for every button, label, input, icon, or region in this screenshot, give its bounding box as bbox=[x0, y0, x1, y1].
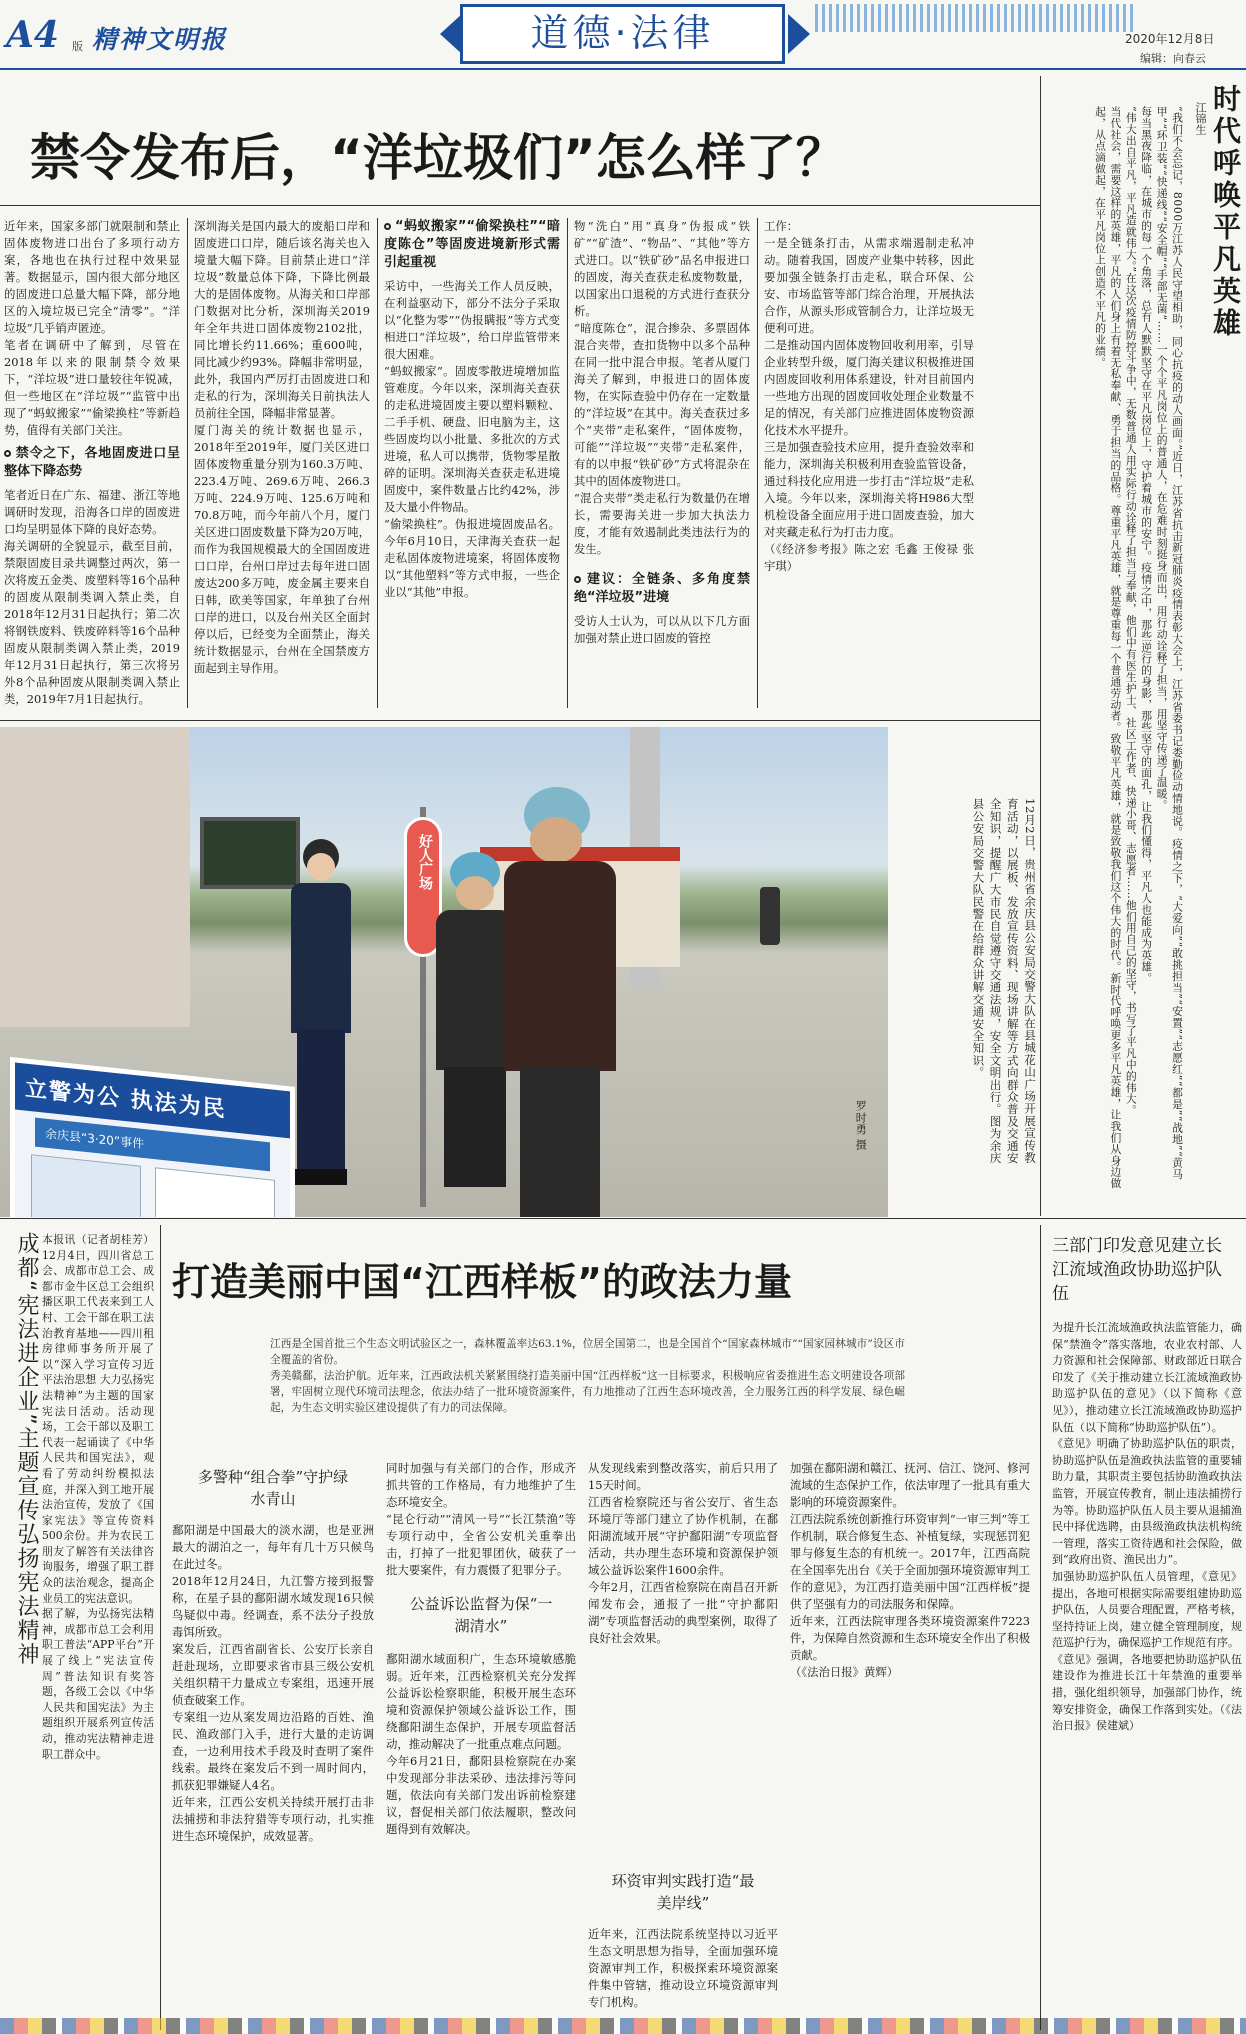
news-photo bbox=[0, 727, 888, 1217]
col-divider bbox=[1040, 1225, 1041, 2030]
col-divider bbox=[160, 1225, 161, 2030]
article4-col2: 同时加强与有关部门的合作，形成齐抓共管的工作格局，有力地维护了生态环境安全。 “昆仑行动”“清风一号”“长江禁渔”等专项行动中，全省公安机关重拳出击，打掉了一批犯罪团伙，破获了一批大要案件，有力震慑了犯罪分子。 公益诉讼监督为保“一湖清水” 鄱阳湖水域面积广，生态环境敏感脆弱。近年来，江西检察机关充分发挥公益诉讼检察职能，积极开展生态环境和资源保护领域公益诉讼工作，围绕鄱阳湖生态保护，开展专项监督活动，推动解决了一批重点难点问题。 今年6月21日，鄱阳县检察院在办案中发现部分非法采砂、违法排污等问题，依法向有关部门发出诉前检察建议，督促相关部门依法履职，整改问题得到有效解决。 bbox=[386, 1461, 576, 1836]
article1-col3: “蚂蚁搬家”“偷梁换柱”“暗度陈仓”等固废进境新形式需引起重视 采访中，一些海关工作人员反映，在利益驱动下，部分不法分子采取以“化整为零”“伪报瞒报”等方式变相进口“洋垃圾”，给口岸监管带来很大困难。 “蚂蚁搬家”。固废零散进境增加监管难度。今年以来，深圳海关查获的走私进境固废主要以塑料颗粒、二手手机、硬盘、旧电脑为主，这些固废均以小批量、多批次的方式进境，私人可以携带，货物零星散碎的证明。深圳海关查获走私进境固废中，案件数量占比约42%，涉及大量小件物品。 “偷梁换柱”。伪报进境固废品名。今年6月10日，天津海关查获一起走私固体废物进境案，将固体废物以“其他塑料”等方式申报，一些企业以“其他”申报。 bbox=[384, 219, 560, 599]
traffic-light bbox=[760, 887, 780, 945]
article4-subhead-1: 多警种“组合拳”守护绿水青山 bbox=[197, 1468, 349, 1508]
headline-1-rule bbox=[0, 205, 1040, 206]
header-stripes bbox=[815, 4, 1135, 32]
article1-col5: 工作： 一是全链条打击，从需求端遏制走私冲动。随着我国，固废产业集中转移，因此要加强全链条打击走私，联合环保、公安、市场监管等部门综合治理，开展执法合作，从源头形成管制合力，让洋垃圾无便利可进。 二是推动国内固体废物回收利用率，引导企业转型升级，厦门海关建议积极推进国内固废回收利用体系建设，针对目前国内一些地方出现的固废回收处理企业数量不足的情况，有关部门应推进固体废物资源化技术水平提升。 三是加强查验技术应用，提升查验效率和能力，深圳海关积极利用查验监管设备，通过科技化应用进一步打击“洋垃圾”走私入境。今年以来，深圳海关将H986大型机检设备全面应用于进口固废查验，加大对夹藏走私行为打击力度。 （《经济参考报》陈之宏 毛鑫 王俊禄 张宇琪） bbox=[764, 219, 974, 573]
page-number-suffix: 版 bbox=[72, 40, 83, 53]
section-rule bbox=[0, 720, 1040, 721]
article4-lead: 江西是全国首批三个生态文明试验区之一，森林覆盖率达63.1%，位居全国第二，也是全国首个“国家森林城市”“国家园林城市”设区市全覆盖的省份。 秀美赣鄱，法治护航。近年来，江西政法机关紧紧围绕打造美丽中国“江西样板”这一目标要求，积极响应省委推进生态文明建设各项部署，牢固树立现代环境司法理念，依法办结了一批环境资源案件，有力地推动了江西生态环境改善，全力服务江西的科学发展、绿色崛起，为生态文明实验区建设提供了有力的司法保障。 bbox=[270, 1338, 905, 1414]
col-divider bbox=[1040, 76, 1041, 1216]
article1-subhead-3: 建议：全链条、多角度禁绝“洋垃圾”进境 bbox=[574, 572, 750, 605]
article1-col1: 近年来，国家多部门就限制和禁止固体废物进口出台了多项行动方案，各地也在执行过程中效果显著。数据显示，国内很大部分地区的固废进口总量大幅下降，部分地区的入境垃圾已完全“清零”。“洋垃圾”几乎销声匿迹。 笔者在调研中了解到，尽管在2018年以来的限制禁令效果下，“洋垃圾”进口量较往年锐减，但一些地区在“洋垃圾”“监管中出现了“蚂蚁搬家”“偷梁换柱”等新趋势，值得有关部门关注。 禁令之下，各地固废进口呈整体下降态势 笔者近日在广东、福建、浙江等地调研时发现，沿海各口岸的固废进口均呈明显体下降的良好态势。 海关调研的全貌显示，截至目前，禁限固废目录共调整过两次，第一次将废五金类、废塑料等16个品种的固废从限制类调入禁止类，自2018年12月31日起执行；第二次将钢铁废料、铁废碎料等16个品种固废从限制类调入禁止类，2019年12月31日起执行，第三次将另外8个品种固废从限制类调入禁止类，2019年7月1日起执行。 bbox=[4, 219, 180, 706]
banner-arrow-left bbox=[440, 14, 462, 54]
elder-figure-2 bbox=[500, 787, 620, 1217]
section-title: 道德·法律 bbox=[530, 11, 715, 55]
article3-headline: 三部门印发意见建立长江流域渔政协助巡护队伍 bbox=[1052, 1236, 1222, 1304]
board-title: 立警为公 执法为民 bbox=[15, 1063, 290, 1139]
display-board bbox=[10, 1057, 295, 1217]
bullet-icon bbox=[574, 576, 581, 583]
editor-credit: 编辑：向春云 bbox=[1140, 52, 1206, 65]
banner-arrow-right bbox=[788, 14, 810, 54]
side-sign-text: 好人广场 bbox=[417, 834, 433, 890]
col-divider bbox=[187, 218, 188, 708]
bullet-icon bbox=[384, 223, 391, 230]
article4-col4: 加强在鄱阳湖和赣江、抚河、信江、饶河、修河流域的生态保护工作，依法审理了一批具有重大影响的环境资源案件。 江西法院系统创新推行环资审判“一审三判”等工作机制，联合修复生态、补植复绿，实现惩罚犯罪与修复生态的有机统一。2017年，江西高院在全国率先出台《关于全面加强环境资源审判工作的意见》，为江西打造美丽中国“江西样板”提供了坚强有力的司法服务和保障。 近年来，江西法院审理各类环境资源案件7223件，为保障自然资源和生态环境安全作出了积极贡献。 （《法治日报》黄辉） bbox=[790, 1461, 1030, 1679]
board-panel bbox=[31, 1154, 141, 1217]
issue-date: 2020年12月8日 bbox=[1125, 32, 1215, 46]
article3-body: 为提升长江流域渔政执法监管能力，确保“禁渔令”落实落地，农业农村部、人力资源和社会保障部、财政部近日联合印发了《关于推动建立长江流域渔政协助巡护队伍的意见》（以下简称《意见》），推动建立长江流域渔政协助巡护队伍（以下简称“协助巡护队伍”）。 《意见》明确了协助巡护队伍的职责，协助巡护队伍是渔政执法监管的重要辅助力量，其职责主要包括协助渔政执法监管，开展宣传教育，制止违法捕捞行为等。协助巡护队伍人员主要从退捕渔民中择优选聘，由县级渔政执法机构统一管理，落实工资待遇和社会保险，做到“政府出资、渔民出力”。 加强协助巡护队伍人员管理，《意见》提出，各地可根据实际需要组建协助巡护队伍，人员要合理配置，严格考核，坚持持证上岗，建立健全管理制度，规范巡护行为，确保巡护工作规范有序。 《意见》强调，各地要把协助巡护队伍建设作为推进长江十年禁渔的重要举措，强化组织领导，加强部门协作，统筹安排资金，确保工作落到实处。（《法治日报》侯建斌） bbox=[1052, 1321, 1242, 1733]
photo-caption: 12月2日，贵州省余庆县公安局交警大队在县城花山广场开展宣传教育活动，以展板、发放宣传资料、现场讲解等方式向群众普及交通安全知识，提醒广大市民自觉遵守交通法规，安全文明出行。图为余庆县公安局交警大队民警在给群众讲解交通安全知识。 bbox=[971, 798, 1037, 1164]
headline-1: 禁令发布后，“洋垃圾们”怎么样了？ bbox=[30, 129, 846, 187]
page-number: A4 bbox=[6, 14, 59, 56]
section-rule bbox=[0, 1218, 1246, 1219]
commentary-author: 江锦生 bbox=[1194, 102, 1207, 135]
officer-figure bbox=[285, 839, 355, 1199]
board-subtitle: 余庆县“3·20”事件 bbox=[35, 1118, 270, 1172]
article1-col4: 物“洗白”用“真身”伪报成“铁矿”“矿渣”、“物品”、“其他”等方式进口。以“铁矿砂”品名申报进口的固废，海关查获走私废物数量，以国家出口退税的方式进行查获分析。 “暗度陈仓”，混合掺杂、多票固体混合夹带，查扣货物中以多个品种在同一批中混合申报。笔者从厦门海关了解到，申报进口的固体废物，在实际查验中仍存在一定数量的“洋垃圾”在其中。海关查获过多个“夹带”走私案件，“固体废物，可能”“洋垃圾”“夹带”走私案件，有的以申报“铁矿砂”方式将混杂在其中的固体废物进口。 “混合夹带”类走私行为数量仍在增长，需要海关进一步加大执法力度，才能有效遏制此类违法行为的发生。 建议：全链条、多角度禁绝“洋垃圾”进境 受访人士认为，可以从以下几方面加强对禁止进口固废的管控 bbox=[574, 219, 750, 645]
print-color-bar bbox=[0, 2018, 1246, 2034]
masthead-logo: 精神文明报 bbox=[92, 25, 228, 54]
commentary-body: “我们不会忘记，8000万江苏人民守望相助，同心抗疫的动人画面。”近日，江苏省抗击新冠肺炎疫情表彰大会上，江苏省委书记娄勤俭动情地说。疫情之下，“大爱向”“敢挑担当”“安置”“志愿红”“都是”“战地”“黄马甲”“环卫装”“快递线”“安全帽”“手部无菌”……一个个平凡岗位上的普通人，在危难时刻挺身而出，用行动诠释了担当，用坚守传递了温暖。 每当黑夜降临，在城市的每一个角落，总有人默默坚守在平凡岗位上，守护着城市的安宁。疫情之中，那些逆行的身影，那些坚守的面孔，让我们懂得，平凡人也能成为英雄。 “伟大出自平凡，平凡造就伟大。”在这次疫情防控斗争中，无数普通人用实际行动诠释了担当与奉献，他们中有医生护士、社区工作者、快递小哥、志愿者……他们用自己的坚守，书写了平凡中的伟大。 当代社会，需要这样的英雄，平凡的人们身上有着无私奉献、勇于担当的品格。尊重平凡英雄，就是尊重每一个普通劳动者。致敬平凡英雄，就是致敬我们这个伟大的时代。新时代呼唤更多平凡英雄，让我们从身边做起，从点滴做起，在平凡岗位上创造不平凡的业绩。 bbox=[1093, 106, 1184, 1189]
commentary-heading: 时代呼唤平凡英雄 bbox=[1209, 84, 1242, 340]
article4-subhead-2: 公益诉讼监督为保“一湖清水” bbox=[409, 1595, 553, 1635]
col-divider bbox=[377, 218, 378, 708]
board-panel bbox=[155, 1167, 275, 1217]
article1-subhead-1: 禁令之下，各地固废进口呈整体下降态势 bbox=[4, 446, 180, 479]
header-rule bbox=[0, 68, 1246, 70]
article4-col3: 从发现线索到整改落实，前后只用了15天时间。 江西省检察院还与省公安厅、省生态环境厅等部门建立了协作机制，在鄱阳湖流域开展“守护鄱阳湖”专项监督活动，共办理生态环境和资源保护领域公益诉讼案件1600余件。 今年2月，江西省检察院在南昌召开新闻发布会，通报了一批“守护鄱阳湖”专项监督活动的典型案例，取得了良好社会效果。 环资审判实践打造“最美岸线” 近年来，江西法院系统坚持以习近平生态文明思想为指导，全面加强环境资源审判工作，积极探索环境资源案件集中管辖，推动设立环境资源审判专门机构。 bbox=[588, 1461, 778, 2009]
article4-subhead-3: 环资审判实践打造“最美岸线” bbox=[611, 1872, 755, 1912]
article2-headline: 成都“宪法进企业”主题宣传弘扬宪法精神 bbox=[14, 1232, 39, 1667]
article4-headline: 打造美丽中国“江西样板”的政法力量 bbox=[172, 1260, 792, 1304]
article4-col1: 多警种“组合拳”守护绿水青山 鄱阳湖是中国最大的淡水湖，也是亚洲最大的湖泊之一，每年有几十万只候鸟在此过冬。 2018年12月24日，九江警方接到报警称，在星子县的鄱阳湖水域发现16只候鸟疑似中毒。经调查，系不法分子投放毒饵所致。 案发后，江西省副省长、公安厅长亲自赶赴现场，立即要求省市县三级公安机关组织精干力量成立专案组，迅速开展侦查破案工作。 专案组一边从案发周边沿路的百姓、渔民、渔政部门入手，进行大量的走访调查，一边利用技术手段及时查明了案件线索。最终在案发后不到一周时间内，抓获犯罪嫌疑人4名。 近年来，江西公安机关持续开展打击非法捕捞和非法狩猎等专项行动，扎实推进生态环境保护，成效显著。 bbox=[172, 1468, 374, 1843]
article1-col2: 深圳海关是国内最大的废船口岸和固废进口口岸，随后该名海关也入境量大幅下降。目前禁止进口“洋垃圾”数量总体下降，下降比例最大的是固体废物。从海关和口岸部门数据对比分析，深圳海关2019年全年共进口固体废物2102批，同比增长约11.66%；重600吨，同比减少约93%。降幅非常明显，此外，我国内严厉打击固废进口和走私的行为，深圳海关日前执法人员前往全国，降幅非常显著。 厦门海关的统计数据也显示，2018年至2019年，厦门关区进口固体废物重量分别为160.3万吨、223.4万吨、269.6万吨、266.3万吨、224.9万吨、125.6万吨和70.8万吨，而今年前八个月，厦门关区进口固废数量下降为20万吨，而作为我国规模最大的全国固废进口口岸，台州口岸过去每年进口固废达200多万吨，废金属主要来自日韩，欧美等国家，年单独了台州口岸的进口，以及台州关区全面封停以后，已经变为全面禁止，海关统计数据显示，台州在全国禁废方面起到主导作用。 bbox=[194, 219, 370, 675]
photo-credit: 罗时勇 摄 bbox=[854, 1100, 868, 1151]
col-divider bbox=[567, 218, 568, 708]
photo-building bbox=[0, 727, 190, 1027]
col-divider bbox=[757, 218, 758, 708]
article2-body: 本报讯（记者胡桂芳）12月4日，四川省总工会、成都市总工会、成都市金牛区总工会组织播区职工代表来到工人村、工会干部在职工法治教育基地——四川租房律师事务所开展了以“深入学习宣传习近平法治思想 大力弘扬宪法精神”为主题的国家宪法日活动。活动现场，工会干部以及职工代表一起诵读了《中华人民共和国宪法》，观看了劳动纠纷模拟法庭，并深入到工地开展法治宣传，发放了《国家宪法》等宣传资料500余份。并为农民工朋友了解答有关法律咨询服务，增强了职工群众的法治观念，提高企业员工的宪法意识。 据了解，为弘扬宪法精神，成都市总工会利用职工普法“APP平台”开展了线上“宪法宣传周”普法知识有奖答题，各级工会以《中华人民共和国宪法》为主题组织开展系列宣传活动，推动宪法精神走进职工群众中。 bbox=[42, 1233, 154, 1761]
bullet-icon bbox=[4, 450, 11, 457]
article1-subhead-2: “蚂蚁搬家”“偷梁换柱”“暗度陈仓”等固废进境新形式需引起重视 bbox=[384, 219, 560, 270]
page-header bbox=[0, 0, 1246, 72]
